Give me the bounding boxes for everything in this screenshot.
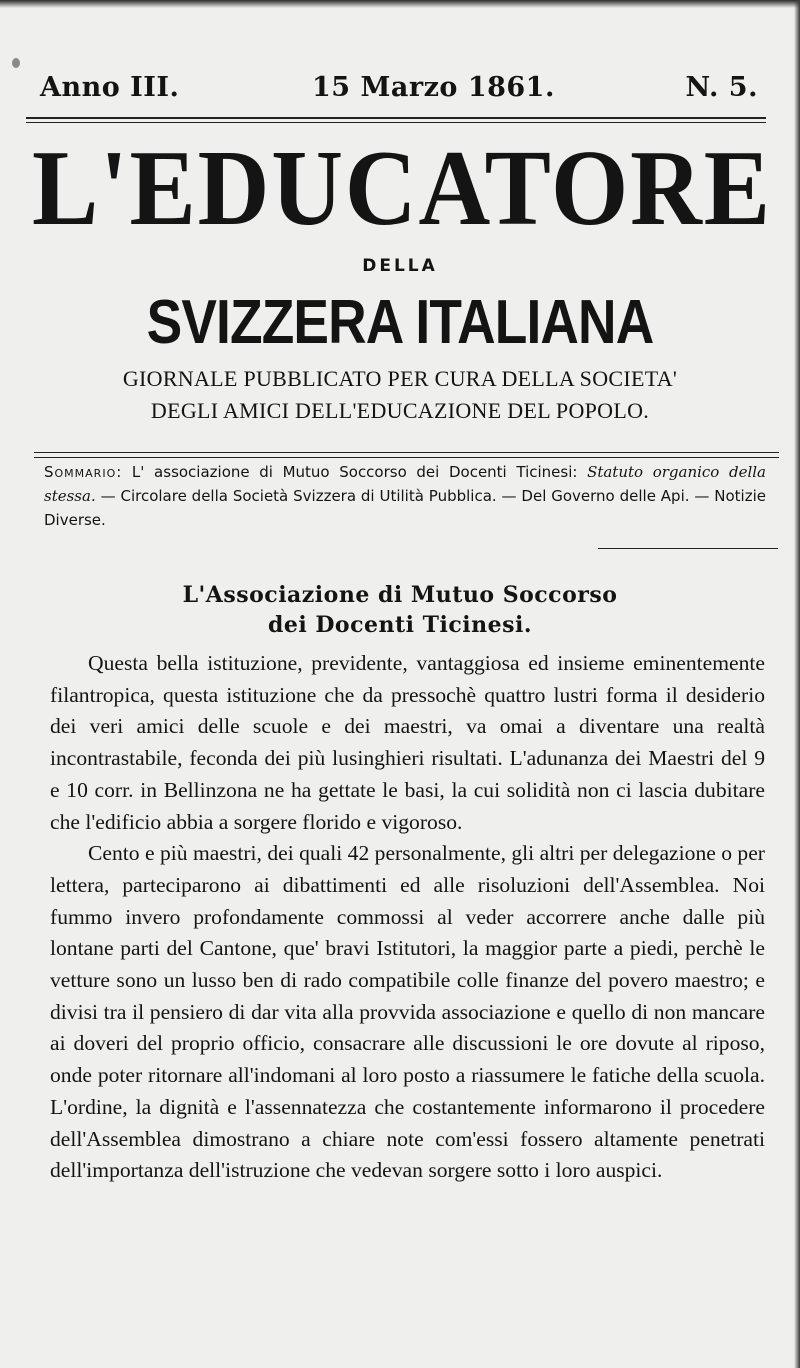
subtitle-line-1: GIORNALE PUBBLICATO PER CURA DELLA SOCIETA' [122, 366, 678, 391]
masthead-line [40, 72, 758, 112]
article-body [50, 648, 765, 1187]
subtitle-line-2: DEGLI AMICI DELL'EDUCAZIONE DEL POPOLO. [150, 398, 650, 423]
summary-italic: Statuto organico della stessa. [44, 463, 766, 505]
article-heading-line-2: dei Docenti Ticinesi. [267, 612, 533, 638]
summary-rule-top-inner [34, 457, 779, 458]
summary-rule-top [34, 452, 779, 453]
masthead-rule [26, 117, 766, 123]
summary-lead: Sommario: [44, 463, 123, 481]
summary-rule-bottom [598, 548, 778, 549]
scan-edge-right [794, 0, 800, 1368]
issue-year: Anno III. [40, 72, 180, 103]
article-paragraph-2: Cento e più maestri, dei quali 42 personalmente, gli altri per delegazione o per lettera, parteciparono ai dibattimenti ed alle risoluzioni dell'Assemblea. Noi fummo invero profondamente commossi al veder accorrere anche dalle più lontane parti del Cantone, que' bravi Istitutori, la maggior parte a piedi, perchè le vetture sono un lusso ben di rado compatibile colle finanze del povero maestro; e divisi tra il pensiero di dar vita alla provvida associazione e quello di non mancare ai doveri del proprio officio, consacrare alle discussioni le ore dovute al riposo, onde poter ritornare all'indomani al loro posto a riassumere le fatiche della scuola. L'ordine, la dignità e l'assennatezza che costantemente informarono il procedere dell'Assemblea dimostrano a chiare note com'essi fossero altamente penetrati dell'importanza dell'istruzione che vedevan sorgere sotto i loro auspici. [50, 841, 765, 1183]
newspaper-title: L'EDUCATORE [32, 129, 772, 248]
paper-blemish [12, 58, 20, 68]
issue-number: N. 5. [685, 72, 758, 103]
article-paragraph-1: Questa bella istituzione, previdente, vantaggiosa ed insieme eminentemente filantropica, questa istituzione che da pressochè quattro lustri forma il desiderio dei veri amici delle scuole e dei maestri, va omai a diventare una realtà incontrastabile, feconda dei più lusinghieri risultati. L'adunanza dei Maestri del 9 e 10 corr. in Bellinzona ne ha gettate le basi, la cui solidità non ci lascia dubitare che l'edificio abbia a sorgere florido e vigoroso. [50, 651, 765, 834]
title-della: DELLA [362, 256, 438, 276]
summary-text-2: — Circolare della Società Svizzera di Utilità Pubblica. — Del Governo delle Api. — Notizie Diverse. [44, 487, 766, 529]
scan-edge-top [0, 0, 800, 8]
summary-box [44, 460, 766, 532]
issue-date: 15 Marzo 1861. [312, 72, 555, 103]
title-svizzera-italiana: SVIZZERA ITALIANA [146, 288, 654, 357]
summary-text-1: L' associazione di Mutuo Soccorso dei Docenti Ticinesi: [122, 463, 588, 481]
article-heading-line-1: L'Associazione di Mutuo Soccorso [182, 582, 618, 608]
